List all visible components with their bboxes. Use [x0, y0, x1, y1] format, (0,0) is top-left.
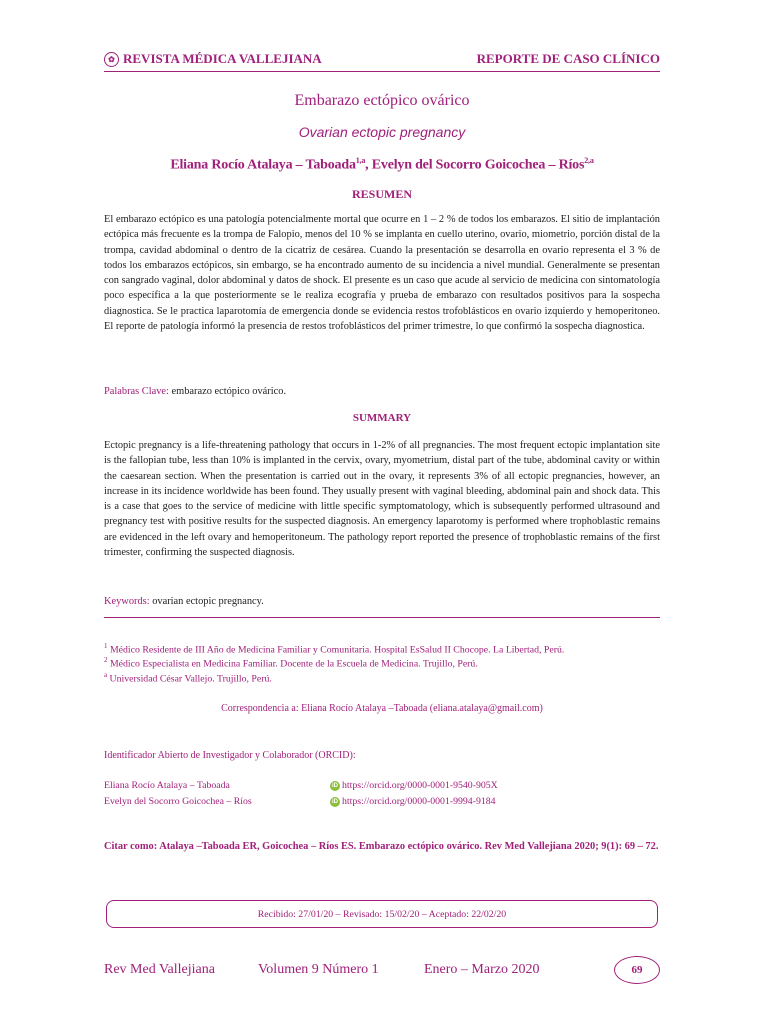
- orcid-name: Eliana Rocío Atalaya – Taboada: [104, 780, 230, 791]
- page-header: [104, 48, 660, 70]
- orcid-link[interactable]: [330, 780, 498, 791]
- summary-heading: SUMMARY: [352, 412, 412, 424]
- affiliation-mark: 2: [104, 656, 108, 664]
- footer-journal: Rev Med Vallejiana: [104, 962, 215, 977]
- affiliation-mark: 1: [104, 642, 108, 650]
- affiliation-text: Médico Residente de III Año de Medicina Familiar y Comunitaria. Hospital EsSalud II Chocope. La Libertad, Perú.: [107, 644, 565, 656]
- journal-name: [104, 51, 322, 67]
- page-number: 69: [614, 956, 660, 984]
- orcid-name: Evelyn del Socorro Goicochea – Ríos: [104, 796, 252, 807]
- keywords-label: Keywords:: [104, 596, 150, 607]
- palabras-clave-value: embarazo ectópico ovárico.: [168, 386, 287, 397]
- orcid-icon: iD: [332, 782, 338, 789]
- keywords-value: ovarian ectopic pregnancy.: [149, 596, 264, 607]
- footer-period: Enero – Marzo 2020: [424, 962, 540, 977]
- summary-text: Ectopic pregnancy is a life-threatening pathology that occurs in 1-2% of all pregnancies. The most frequent ectopic implantation site is the fallopian tube, less than 10% is implanted in the cervix, ovary, myometrium, distal part of the tube, abdominal cavity or within the caesarean section. When the presentation is carried out in the ovary, it represents 3% of all ectopic pregnancies, however, an increase in its incidence worldwide has been found. They usually present with vaginal bleeding, abdominal pain and shock data. This is a case that goes to the service of medicine with little specific symptomatology, which is subsequently performed ultrasound and pregnancy test with positive results for the suspected diagnosis. An emergency laparotomy is performed where trophoblastic remains are evidenced in the left ovary and hemoperitoneum. The pathology report reported the presence of trophoblastic remains of the first trimester, confirming the suspected diagnosis.: [104, 440, 660, 559]
- journal-title: REVISTA MÉDICA VALLEJIANA: [123, 51, 322, 66]
- keywords: [104, 596, 660, 607]
- affiliation-text: Universidad César Vallejo. Trujillo, Perú.: [107, 673, 272, 685]
- author-line: [104, 156, 660, 174]
- resumen-heading: RESUMEN: [351, 187, 412, 201]
- section-divider: [104, 617, 660, 618]
- palabras-clave-label: Palabras Clave:: [104, 386, 169, 397]
- orcid-link[interactable]: [330, 796, 496, 807]
- palabras-clave: [104, 386, 660, 397]
- footer-volume: Volumen 9 Número 1: [258, 962, 379, 977]
- dates-text: Recibido: 27/01/20 – Revisado: 15/02/20 – Aceptado: 22/02/20: [257, 908, 507, 920]
- dates-box: [106, 900, 658, 928]
- orcid-url[interactable]: https://orcid.org/0000-0001-9540-905X: [342, 780, 498, 791]
- orcid-title: Identificador Abierto de Investigador y Colaborador (ORCID):: [104, 750, 356, 761]
- citation: Citar como: Atalaya –Taboada ER, Goicochea – Ríos ES. Embarazo ectópico ovárico. Rev Med Vallejiana 2020; 9(1): 69 – 72.: [104, 841, 659, 852]
- header-divider: [104, 71, 660, 72]
- article-title: Embarazo ectópico ovárico: [294, 92, 470, 109]
- author-separator: ,: [365, 157, 372, 173]
- affiliation-mark: a: [104, 671, 108, 679]
- affiliation-text: Médico Especialista en Medicina Familiar. Docente de la Escuela de Medicina. Trujillo, Perú.: [107, 658, 478, 670]
- affiliation-3: [104, 671, 660, 684]
- correspondence: Correspondencia a: Eliana Rocío Atalaya –Taboada (eliana.atalaya@gmail.com): [221, 703, 543, 714]
- author-2: Evelyn del Socorro Goicochea – Ríos: [371, 157, 585, 173]
- section-label: REPORTE DE CASO CLÍNICO: [476, 51, 660, 66]
- journal-seal-icon: ✿: [104, 52, 119, 67]
- affiliation-1: [104, 642, 660, 655]
- article-subtitle: Ovarian ectopic pregnancy: [298, 124, 466, 140]
- affiliation-2: [104, 656, 660, 669]
- author-1: Eliana Rocío Atalaya – Taboada: [170, 157, 356, 173]
- author-2-mark: 2,a: [584, 156, 594, 165]
- resumen-text: El embarazo ectópico es una patología potencialmente mortal que ocurre en 1 – 2 % de todos los embarazos. El sitio de implantación ectópica más frecuente es la trompa de Falopio, menos del 10 % se implanta en cuello uterino, ovario, miometrio, porción distal de la trompa, cavidad abdominal o dentro de la cicatriz de cesárea. Cuando la presentación se desarrolla en ovario representa el 3 % de todos los embarazos ectópicos, sin embargo, se ha encontrado aumento de su incidencia a nivel mundial. Generalmente se presentan con sangrado vaginal, dolor abdominal y datos de shock. El presente es un caso que acude al servicio de medicina con sintomatología poco específica a la que posteriormente se le realiza ecografía y prueba de embarazo con resultados positivos para la sospecha diagnostica. Se le practica laparotomía de emergencia donde se evidencia restos trofoblásticos en ovario izquierdo y hemoperitoneo. El reporte de patología informó la presencia de restos trofoblásticos del primer trimestre, lo que confirmó la sospecha diagnostica.: [104, 214, 660, 333]
- page-footer: [104, 962, 660, 986]
- orcid-url[interactable]: https://orcid.org/0000-0001-9994-9184: [342, 796, 496, 807]
- author-1-mark: 1,a: [355, 156, 366, 165]
- orcid-icon: iD: [332, 798, 338, 805]
